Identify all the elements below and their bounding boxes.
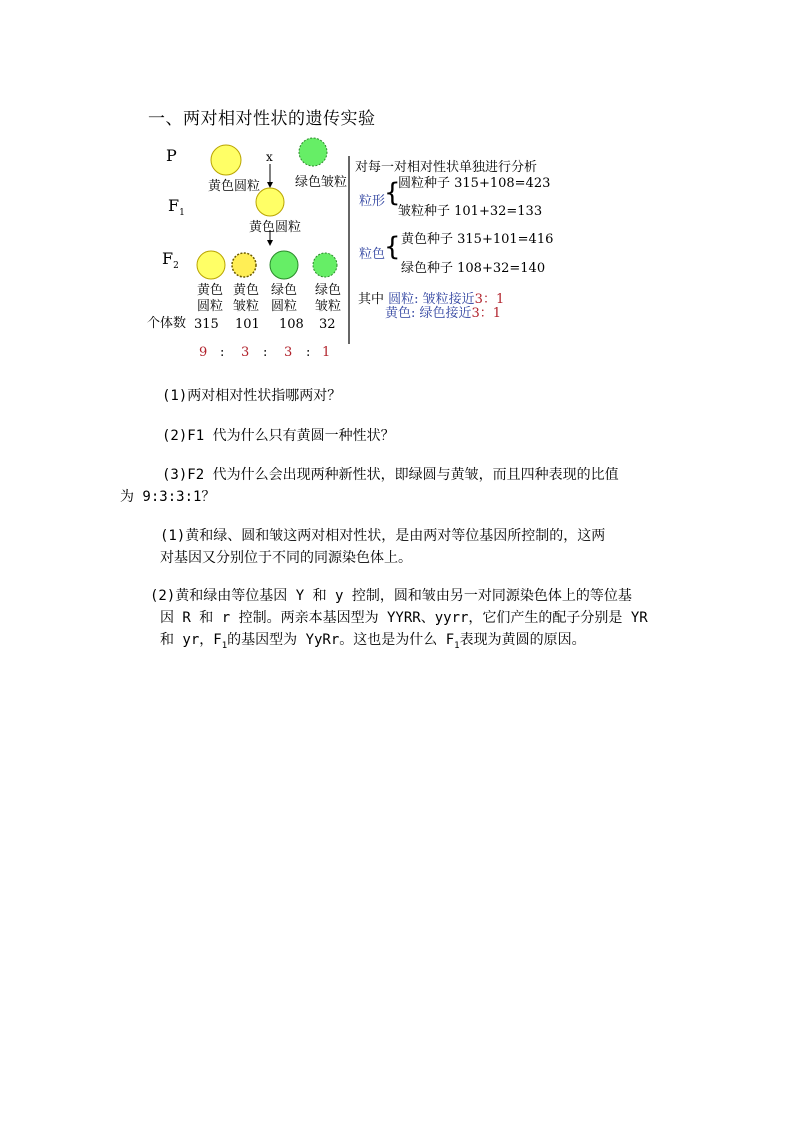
question-3-line-2: 为 9:3:3:1？ <box>120 489 216 505</box>
f2-label-4: 绿色 皱粒 <box>315 283 342 314</box>
question-3-line-1: (3)F2 代为什么会出现两种新性状，即绿圆与黄皱，而且四种表现的比值 <box>162 467 619 483</box>
summary-line-1: 其中 圆粒: 皱粒接近3：1 <box>358 292 505 307</box>
pea-f2-green-round <box>270 251 298 279</box>
ratio-1: 9 <box>199 345 208 360</box>
pea-f2-yellow-round <box>197 251 225 279</box>
pea-green-wrinkled-parent <box>299 138 327 166</box>
answer-1-line-2: 对基因又分别位于不同的同源染色体上。 <box>160 550 412 566</box>
f2-count-1: 315 <box>194 317 219 332</box>
shape-round-line: 圆粒种子 315+108=423 <box>398 176 551 191</box>
shape-brace: { <box>384 178 401 208</box>
ratio-sep-1: : <box>220 345 225 360</box>
answer-1-line-1: (1)黄和绿、圆和皱这两对相对性状，是由两对等位基因所控制的，这两 <box>160 528 606 544</box>
f2-label-1: 黄色 圆粒 <box>197 283 224 314</box>
pea-yellow-round-parent <box>211 145 241 175</box>
count-label: 个体数 <box>147 316 187 331</box>
summary-line-2: 黄色: 绿色接近3：1 <box>385 306 502 321</box>
answer-2-line-2: 因 R 和 r 控制。两亲本基因型为 YYRR、yyrr，它们产生的配子分别是 YR <box>160 610 648 626</box>
gen-label-f2: $F_2$ <box>162 249 179 272</box>
pea-f2-green-wrinkled <box>313 253 337 277</box>
color-label: 粒色 <box>359 247 386 262</box>
question-1: (1)两对相对性状指哪两对？ <box>162 388 342 404</box>
ratio-sep-2: : <box>263 345 268 360</box>
f2-count-4: 32 <box>319 317 336 332</box>
color-brace: { <box>384 232 401 262</box>
cross-symbol: x <box>266 150 273 164</box>
f1-label: 黄色圆粒 <box>249 220 302 235</box>
pea-f2-yellow-wrinkled <box>232 253 256 277</box>
gen-label-f1: $F_1$ <box>168 196 185 219</box>
parent-green-wrinkled-label: 绿色皱粒 <box>295 175 348 190</box>
answer-2-line-3: 和 yr，$F_1$的基因型为 YyRr。这也是为什么 $F_1$表现为黄圆的原因。 <box>160 632 586 651</box>
gen-label-p: P <box>166 146 177 165</box>
ratio-3: 3 <box>284 345 293 360</box>
shape-label: 粒形 <box>359 194 386 209</box>
parent-yellow-round-label: 黄色圆粒 <box>208 179 261 194</box>
shape-wrinkled-line: 皱粒种子 101+32=133 <box>398 204 543 219</box>
question-2: (2)F1 代为什么只有黄圆一种性状？ <box>162 428 395 444</box>
answer-2-line-1: (2)黄和绿由等位基因 Y 和 y 控制，圆和皱由另一对同源染色体上的等位基 <box>150 588 632 604</box>
analysis-title: 对每一对相对性状单独进行分析 <box>355 160 538 175</box>
f2-label-3: 绿色 圆粒 <box>271 283 298 314</box>
color-green-line: 绿色种子 108+32=140 <box>401 261 546 276</box>
color-yellow-line: 黄色种子 315+101=416 <box>401 232 554 247</box>
f2-count-3: 108 <box>279 317 304 332</box>
pea-yellow-round-f1 <box>256 188 284 216</box>
f2-label-2: 黄色 皱粒 <box>233 283 260 314</box>
section-heading: 一、两对相对性状的遗传实验 <box>148 109 376 129</box>
f2-count-2: 101 <box>235 317 260 332</box>
ratio-4: 1 <box>322 345 331 360</box>
ratio-2: 3 <box>241 345 250 360</box>
ratio-sep-3: : <box>306 345 311 360</box>
